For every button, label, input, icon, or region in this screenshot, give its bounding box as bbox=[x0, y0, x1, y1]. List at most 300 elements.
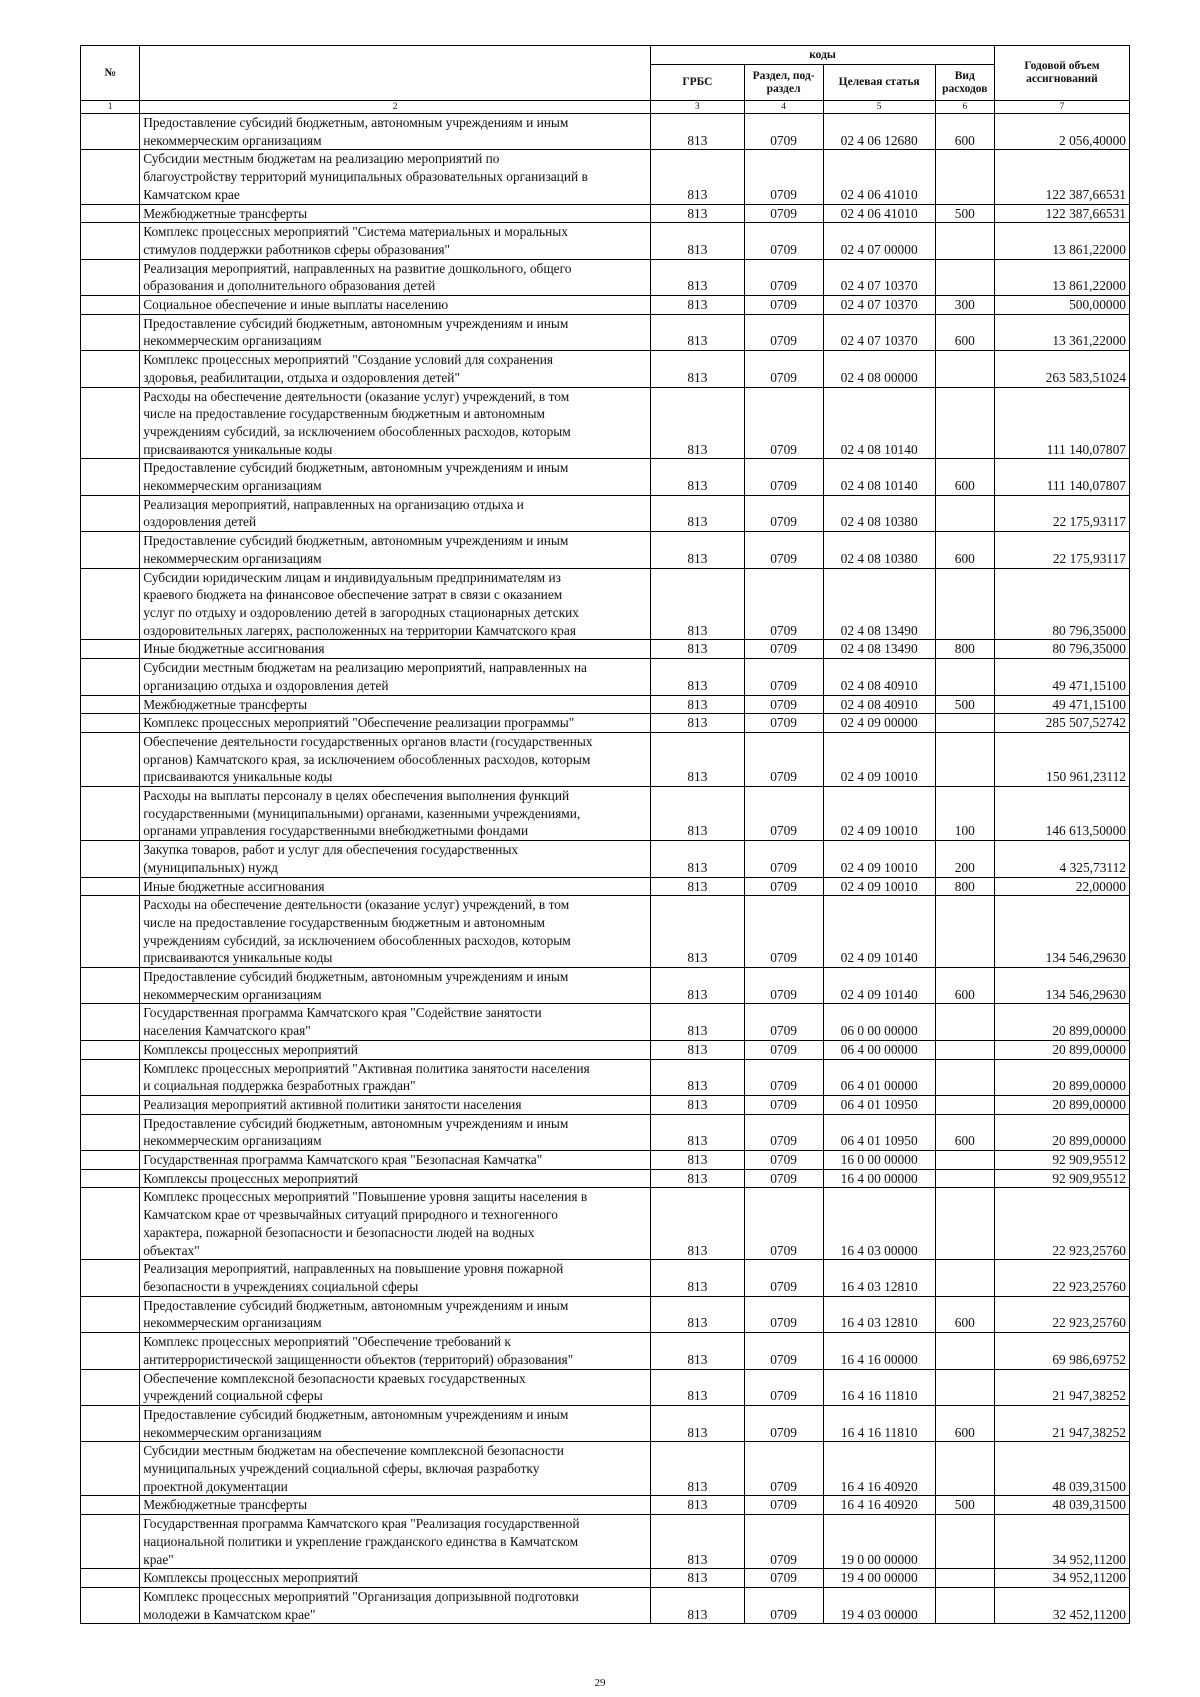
row-grbs: 813 bbox=[651, 532, 744, 568]
row-amount: 263 583,51024 bbox=[994, 351, 1129, 387]
row-name bbox=[140, 114, 651, 150]
row-name bbox=[140, 459, 651, 495]
table-row bbox=[81, 841, 1130, 877]
row-name-line: некоммерческим организациям bbox=[143, 132, 322, 148]
row-name-line: Предоставление субсидий бюджетным, автономным учреждениям и иным bbox=[143, 115, 569, 130]
row-name-line: (муниципальных) нужд bbox=[143, 859, 278, 875]
row-section: 0709 bbox=[744, 387, 823, 459]
row-name-line: Расходы на выплаты персоналу в целях обеспечения выполнения функций bbox=[143, 788, 570, 804]
row-section: 0709 bbox=[744, 1405, 823, 1441]
row-name-line: Государственная программа Камчатского края "Содействие занятости bbox=[143, 1005, 542, 1021]
row-kind bbox=[935, 732, 994, 786]
row-name bbox=[140, 1515, 651, 1569]
row-name bbox=[140, 1442, 651, 1496]
row-grbs: 813 bbox=[651, 1260, 744, 1296]
row-name bbox=[140, 1405, 651, 1441]
row-kind: 600 bbox=[935, 1114, 994, 1150]
row-grbs: 813 bbox=[651, 841, 744, 877]
row-grbs: 813 bbox=[651, 1569, 744, 1588]
table-row bbox=[81, 1515, 1130, 1569]
row-kind: 300 bbox=[935, 296, 994, 315]
row-name bbox=[140, 1095, 651, 1114]
row-grbs: 813 bbox=[651, 1442, 744, 1496]
row-grbs: 813 bbox=[651, 877, 744, 896]
header-no: № bbox=[81, 46, 140, 101]
table-row bbox=[81, 568, 1130, 640]
row-kind bbox=[935, 659, 994, 695]
row-name-line: и социальная поддержка безработных граждан" bbox=[143, 1078, 416, 1094]
col-number: 4 bbox=[744, 101, 823, 114]
col-number: 7 bbox=[994, 101, 1129, 114]
row-section: 0709 bbox=[744, 1004, 823, 1040]
row-number-cell bbox=[81, 495, 140, 531]
row-name-line: Камчатском крае от чрезвычайных ситуаций природного и техногенного bbox=[143, 1207, 558, 1223]
row-name-line: учреждениям субсидий, за исключением обособленных расходов, которым bbox=[143, 932, 571, 948]
row-kind bbox=[935, 1151, 994, 1170]
table-row bbox=[81, 714, 1130, 733]
row-target: 02 4 09 10010 bbox=[823, 877, 935, 896]
row-section: 0709 bbox=[744, 695, 823, 714]
row-grbs: 813 bbox=[651, 1515, 744, 1569]
row-number-cell bbox=[81, 968, 140, 1004]
row-name-line: молодежи в Камчатском крае" bbox=[143, 1606, 316, 1622]
row-target: 02 4 08 13490 bbox=[823, 640, 935, 659]
row-amount: 111 140,07807 bbox=[994, 387, 1129, 459]
col-number: 5 bbox=[823, 101, 935, 114]
row-name-line: Субсидии местным бюджетам на реализацию мероприятий, направленных на bbox=[143, 660, 587, 676]
row-section: 0709 bbox=[744, 968, 823, 1004]
row-name-line: крае" bbox=[143, 1551, 174, 1567]
row-name-line: некоммерческим организациям bbox=[143, 1424, 322, 1440]
row-number-cell bbox=[81, 659, 140, 695]
row-amount: 122 387,66531 bbox=[994, 204, 1129, 223]
row-number-cell bbox=[81, 223, 140, 259]
row-section: 0709 bbox=[744, 732, 823, 786]
budget-table bbox=[80, 45, 1130, 1624]
row-grbs: 813 bbox=[651, 1169, 744, 1188]
row-name-line: некоммерческим организациям bbox=[143, 986, 322, 1002]
row-amount: 20 899,00000 bbox=[994, 1114, 1129, 1150]
row-name-line: Субсидии юридическим лицам и индивидуальным предпринимателям из bbox=[143, 569, 561, 585]
row-name-line: Государственная программа Камчатского края "Безопасная Камчатка" bbox=[143, 1152, 543, 1168]
row-amount: 49 471,15100 bbox=[994, 659, 1129, 695]
row-name-line: Предоставление субсидий бюджетным, автономным учреждениям и иным bbox=[143, 315, 569, 331]
row-name-line: национальной политики и укрепление гражданского единства в Камчатском bbox=[143, 1533, 579, 1549]
row-target: 02 4 09 10140 bbox=[823, 968, 935, 1004]
table-row bbox=[81, 896, 1130, 968]
row-name bbox=[140, 1587, 651, 1623]
row-number-cell bbox=[81, 532, 140, 568]
row-grbs: 813 bbox=[651, 1587, 744, 1623]
row-name bbox=[140, 495, 651, 531]
table-row bbox=[81, 114, 1130, 150]
row-number-cell bbox=[81, 314, 140, 350]
table-row bbox=[81, 150, 1130, 204]
row-grbs: 813 bbox=[651, 896, 744, 968]
row-name-line: Реализация мероприятий, направленных на организацию отдыха и bbox=[143, 496, 524, 512]
row-number-cell bbox=[81, 387, 140, 459]
row-amount: 20 899,00000 bbox=[994, 1004, 1129, 1040]
table-row bbox=[81, 1442, 1130, 1496]
row-kind: 600 bbox=[935, 968, 994, 1004]
row-kind bbox=[935, 1442, 994, 1496]
row-grbs: 813 bbox=[651, 1114, 744, 1150]
row-section: 0709 bbox=[744, 1587, 823, 1623]
row-kind bbox=[935, 259, 994, 295]
row-name-line: проектной документации bbox=[143, 1478, 288, 1494]
row-number-cell bbox=[81, 1369, 140, 1405]
row-amount: 92 909,95512 bbox=[994, 1151, 1129, 1170]
row-kind bbox=[935, 1004, 994, 1040]
row-kind bbox=[935, 1569, 994, 1588]
row-number-cell bbox=[81, 1151, 140, 1170]
header-name bbox=[140, 46, 651, 101]
row-name-line: Предоставление субсидий бюджетным, автономным учреждениям и иным bbox=[143, 969, 569, 985]
row-amount: 80 796,35000 bbox=[994, 568, 1129, 640]
row-target: 16 4 16 40920 bbox=[823, 1442, 935, 1496]
row-grbs: 813 bbox=[651, 259, 744, 295]
table-row bbox=[81, 1169, 1130, 1188]
row-section: 0709 bbox=[744, 1059, 823, 1095]
row-section: 0709 bbox=[744, 1040, 823, 1059]
row-number-cell bbox=[81, 732, 140, 786]
row-name-line: Межбюджетные трансферты bbox=[143, 1497, 308, 1513]
row-kind bbox=[935, 1369, 994, 1405]
row-kind bbox=[935, 896, 994, 968]
row-target: 02 4 09 10140 bbox=[823, 896, 935, 968]
row-grbs: 813 bbox=[651, 1040, 744, 1059]
row-kind bbox=[935, 568, 994, 640]
row-name-line: числе на предоставление государственным бюджетным и автономным bbox=[143, 406, 545, 422]
row-number-cell bbox=[81, 1587, 140, 1623]
table-row bbox=[81, 877, 1130, 896]
row-grbs: 813 bbox=[651, 1004, 744, 1040]
row-kind bbox=[935, 495, 994, 531]
row-number-cell bbox=[81, 459, 140, 495]
row-target: 19 0 00 00000 bbox=[823, 1515, 935, 1569]
row-target: 06 4 00 00000 bbox=[823, 1040, 935, 1059]
row-number-cell bbox=[81, 351, 140, 387]
row-section: 0709 bbox=[744, 1333, 823, 1369]
table-row bbox=[81, 1188, 1130, 1260]
row-target: 16 4 03 12810 bbox=[823, 1260, 935, 1296]
row-number-cell bbox=[81, 714, 140, 733]
row-name-line: Иные бюджетные ассигнования bbox=[143, 878, 325, 894]
row-name-line: Камчатском крае bbox=[143, 186, 240, 202]
table-row bbox=[81, 1496, 1130, 1515]
row-name-line: Предоставление субсидий бюджетным, автономным учреждениям и иным bbox=[143, 1297, 569, 1313]
row-section: 0709 bbox=[744, 640, 823, 659]
row-grbs: 813 bbox=[651, 568, 744, 640]
row-name bbox=[140, 314, 651, 350]
row-grbs: 813 bbox=[651, 1151, 744, 1170]
row-name-line: образования и дополнительного образования детей bbox=[143, 278, 436, 294]
row-number-cell bbox=[81, 1114, 140, 1150]
row-name-line: Предоставление субсидий бюджетным, автономным учреждениям и иным bbox=[143, 460, 569, 476]
row-kind bbox=[935, 1515, 994, 1569]
row-kind: 200 bbox=[935, 841, 994, 877]
row-section: 0709 bbox=[744, 1114, 823, 1150]
row-name-line: присваиваются уникальные коды bbox=[143, 441, 333, 457]
row-target: 02 4 06 12680 bbox=[823, 114, 935, 150]
row-number-cell bbox=[81, 296, 140, 315]
row-section: 0709 bbox=[744, 296, 823, 315]
row-section: 0709 bbox=[744, 259, 823, 295]
table-row bbox=[81, 732, 1130, 786]
table-row bbox=[81, 1260, 1130, 1296]
row-name-line: некоммерческим организациям bbox=[143, 333, 322, 349]
row-name-line: Предоставление субсидий бюджетным, автономным учреждениям и иным bbox=[143, 533, 569, 549]
row-name-line: Комплекс процессных мероприятий "Активная политика занятости населения bbox=[143, 1060, 590, 1076]
row-number-cell bbox=[81, 640, 140, 659]
row-target: 02 4 08 10140 bbox=[823, 459, 935, 495]
row-grbs: 813 bbox=[651, 223, 744, 259]
row-number-cell bbox=[81, 150, 140, 204]
row-name bbox=[140, 223, 651, 259]
table-row bbox=[81, 1405, 1130, 1441]
row-grbs: 813 bbox=[651, 1369, 744, 1405]
table-row bbox=[81, 640, 1130, 659]
row-amount: 20 899,00000 bbox=[994, 1095, 1129, 1114]
row-section: 0709 bbox=[744, 114, 823, 150]
row-kind bbox=[935, 387, 994, 459]
row-name-line: Комплексы процессных мероприятий bbox=[143, 1041, 358, 1057]
row-kind bbox=[935, 223, 994, 259]
row-name-line: краевого бюджета на финансовое обеспечение затрат в связи с оказанием bbox=[143, 587, 563, 603]
table-row bbox=[81, 659, 1130, 695]
row-name-line: государственными (муниципальными) органами, казенными учреждениями, bbox=[143, 805, 581, 821]
table-row bbox=[81, 351, 1130, 387]
row-name-line: Социальное обеспечение и иные выплаты населению bbox=[143, 297, 449, 313]
row-target: 02 4 07 00000 bbox=[823, 223, 935, 259]
row-name-line: благоустройству территорий муниципальных образовательных организаций в bbox=[143, 169, 588, 185]
row-amount: 49 471,15100 bbox=[994, 695, 1129, 714]
row-section: 0709 bbox=[744, 223, 823, 259]
row-name-line: Комплексы процессных мероприятий bbox=[143, 1570, 358, 1586]
row-amount: 22 175,93117 bbox=[994, 532, 1129, 568]
row-name bbox=[140, 841, 651, 877]
row-target: 19 4 03 00000 bbox=[823, 1587, 935, 1623]
row-name-line: Комплекс процессных мероприятий "Обеспечение реализации программы" bbox=[143, 715, 575, 731]
row-amount: 22 923,25760 bbox=[994, 1188, 1129, 1260]
row-name bbox=[140, 1151, 651, 1170]
row-number-cell bbox=[81, 787, 140, 841]
row-amount: 22,00000 bbox=[994, 877, 1129, 896]
row-number-cell bbox=[81, 841, 140, 877]
row-name-line: организацию отдыха и оздоровления детей bbox=[143, 677, 389, 693]
row-grbs: 813 bbox=[651, 1405, 744, 1441]
row-kind: 500 bbox=[935, 204, 994, 223]
row-section: 0709 bbox=[744, 896, 823, 968]
row-grbs: 813 bbox=[651, 459, 744, 495]
table-row bbox=[81, 1114, 1130, 1150]
table-row bbox=[81, 314, 1130, 350]
row-kind bbox=[935, 1040, 994, 1059]
row-target: 02 4 06 41010 bbox=[823, 150, 935, 204]
table-row bbox=[81, 1040, 1130, 1059]
row-grbs: 813 bbox=[651, 150, 744, 204]
row-kind bbox=[935, 1587, 994, 1623]
row-section: 0709 bbox=[744, 1169, 823, 1188]
row-target: 02 4 08 00000 bbox=[823, 351, 935, 387]
row-amount: 80 796,35000 bbox=[994, 640, 1129, 659]
row-name-line: Комплекс процессных мероприятий "Организация допризывной подготовки bbox=[143, 1588, 579, 1604]
row-name-line: объектах" bbox=[143, 1242, 200, 1258]
row-target: 06 4 01 10950 bbox=[823, 1095, 935, 1114]
row-kind bbox=[935, 1059, 994, 1095]
row-name-line: присваиваются уникальные коды bbox=[143, 769, 333, 785]
row-section: 0709 bbox=[744, 841, 823, 877]
row-name bbox=[140, 714, 651, 733]
row-grbs: 813 bbox=[651, 495, 744, 531]
row-name bbox=[140, 695, 651, 714]
row-target: 16 4 16 11810 bbox=[823, 1405, 935, 1441]
row-target: 16 4 16 40920 bbox=[823, 1496, 935, 1515]
row-name-line: Предоставление субсидий бюджетным, автономным учреждениям и иным bbox=[143, 1115, 569, 1131]
row-kind: 600 bbox=[935, 1405, 994, 1441]
row-name bbox=[140, 896, 651, 968]
row-name-line: Комплекс процессных мероприятий "Повышение уровня защиты населения в bbox=[143, 1189, 588, 1205]
row-kind bbox=[935, 1260, 994, 1296]
row-amount: 500,00000 bbox=[994, 296, 1129, 315]
row-grbs: 813 bbox=[651, 387, 744, 459]
row-number-cell bbox=[81, 1442, 140, 1496]
row-name bbox=[140, 1114, 651, 1150]
col-number: 1 bbox=[81, 101, 140, 114]
row-grbs: 813 bbox=[651, 1188, 744, 1260]
row-target: 16 4 16 11810 bbox=[823, 1369, 935, 1405]
row-name-line: некоммерческим организациям bbox=[143, 1133, 322, 1149]
row-target: 02 4 09 00000 bbox=[823, 714, 935, 733]
row-amount: 48 039,31500 bbox=[994, 1442, 1129, 1496]
row-number-cell bbox=[81, 1260, 140, 1296]
table-row bbox=[81, 204, 1130, 223]
row-grbs: 813 bbox=[651, 296, 744, 315]
row-amount: 32 452,11200 bbox=[994, 1587, 1129, 1623]
row-grbs: 813 bbox=[651, 204, 744, 223]
row-target: 02 4 08 10140 bbox=[823, 387, 935, 459]
row-name bbox=[140, 640, 651, 659]
row-name-line: Иные бюджетные ассигнования bbox=[143, 641, 325, 657]
row-target: 02 4 08 13490 bbox=[823, 568, 935, 640]
row-section: 0709 bbox=[744, 1496, 823, 1515]
row-name bbox=[140, 1260, 651, 1296]
row-section: 0709 bbox=[744, 204, 823, 223]
row-target: 02 4 08 40910 bbox=[823, 659, 935, 695]
row-section: 0709 bbox=[744, 150, 823, 204]
row-name bbox=[140, 387, 651, 459]
row-name bbox=[140, 787, 651, 841]
row-section: 0709 bbox=[744, 495, 823, 531]
row-name bbox=[140, 877, 651, 896]
row-grbs: 813 bbox=[651, 640, 744, 659]
row-name bbox=[140, 532, 651, 568]
row-number-cell bbox=[81, 1188, 140, 1260]
row-name-line: Предоставление субсидий бюджетным, автономным учреждениям и иным bbox=[143, 1406, 569, 1422]
row-name bbox=[140, 204, 651, 223]
row-number-cell bbox=[81, 877, 140, 896]
row-kind bbox=[935, 1095, 994, 1114]
row-name bbox=[140, 1004, 651, 1040]
row-grbs: 813 bbox=[651, 695, 744, 714]
row-number-cell bbox=[81, 1569, 140, 1588]
table-row bbox=[81, 1059, 1130, 1095]
row-target: 02 4 08 10380 bbox=[823, 495, 935, 531]
row-number-cell bbox=[81, 695, 140, 714]
row-number-cell bbox=[81, 1333, 140, 1369]
row-amount: 21 947,38252 bbox=[994, 1405, 1129, 1441]
row-amount: 48 039,31500 bbox=[994, 1496, 1129, 1515]
row-number-cell bbox=[81, 114, 140, 150]
row-name-line: Реализация мероприятий, направленных на повышение уровня пожарной bbox=[143, 1261, 564, 1277]
row-amount: 22 923,25760 bbox=[994, 1260, 1129, 1296]
table-row bbox=[81, 387, 1130, 459]
row-amount: 13 861,22000 bbox=[994, 223, 1129, 259]
row-section: 0709 bbox=[744, 1296, 823, 1332]
table-row bbox=[81, 1587, 1130, 1623]
row-number-cell bbox=[81, 1040, 140, 1059]
row-section: 0709 bbox=[744, 1515, 823, 1569]
table-row bbox=[81, 1333, 1130, 1369]
row-name-line: Реализация мероприятий активной политики занятости населения bbox=[143, 1096, 522, 1112]
row-target: 19 4 00 00000 bbox=[823, 1569, 935, 1588]
row-amount: 4 325,73112 bbox=[994, 841, 1129, 877]
row-section: 0709 bbox=[744, 659, 823, 695]
row-grbs: 813 bbox=[651, 1296, 744, 1332]
row-target: 02 4 08 10380 bbox=[823, 532, 935, 568]
row-name-line: Межбюджетные трансферты bbox=[143, 205, 308, 221]
row-name-line: учреждениям субсидий, за исключением обособленных расходов, которым bbox=[143, 423, 571, 439]
row-name-line: Субсидии местным бюджетам на реализацию мероприятий по bbox=[143, 151, 500, 167]
row-number-cell bbox=[81, 1496, 140, 1515]
row-amount: 146 613,50000 bbox=[994, 787, 1129, 841]
table-row bbox=[81, 787, 1130, 841]
row-number-cell bbox=[81, 1405, 140, 1441]
row-amount: 122 387,66531 bbox=[994, 150, 1129, 204]
row-name bbox=[140, 1333, 651, 1369]
col-number: 3 bbox=[651, 101, 744, 114]
row-kind: 100 bbox=[935, 787, 994, 841]
table-row bbox=[81, 532, 1130, 568]
row-kind: 500 bbox=[935, 695, 994, 714]
row-name-line: органами управления государственными внебюджетными фондами bbox=[143, 823, 529, 839]
row-name-line: оздоровительных лагерях, расположенных на территории Камчатского края bbox=[143, 622, 576, 638]
row-target: 16 0 00 00000 bbox=[823, 1151, 935, 1170]
row-number-cell bbox=[81, 1296, 140, 1332]
row-name-line: стимулов поддержки работников сферы образования" bbox=[143, 241, 451, 257]
row-name bbox=[140, 1169, 651, 1188]
row-section: 0709 bbox=[744, 532, 823, 568]
row-kind: 600 bbox=[935, 114, 994, 150]
row-target: 06 4 01 10950 bbox=[823, 1114, 935, 1150]
row-amount: 134 546,29630 bbox=[994, 968, 1129, 1004]
row-amount: 150 961,23112 bbox=[994, 732, 1129, 786]
row-section: 0709 bbox=[744, 1442, 823, 1496]
row-name-line: здоровья, реабилитации, отдыха и оздоровления детей" bbox=[143, 369, 460, 385]
row-name-line: числе на предоставление государственным бюджетным и автономным bbox=[143, 914, 545, 930]
table-row bbox=[81, 1151, 1130, 1170]
table-row bbox=[81, 1095, 1130, 1114]
row-name-line: характера, пожарной безопасности и безопасности людей на водных bbox=[143, 1224, 535, 1240]
row-target: 16 4 16 00000 bbox=[823, 1333, 935, 1369]
row-name-line: некоммерческим организациям bbox=[143, 550, 322, 566]
row-section: 0709 bbox=[744, 1188, 823, 1260]
row-name-line: Комплекс процессных мероприятий "Создание условий для сохранения bbox=[143, 352, 554, 368]
row-grbs: 813 bbox=[651, 314, 744, 350]
row-section: 0709 bbox=[744, 1151, 823, 1170]
row-name bbox=[140, 1188, 651, 1260]
row-target: 02 4 08 40910 bbox=[823, 695, 935, 714]
